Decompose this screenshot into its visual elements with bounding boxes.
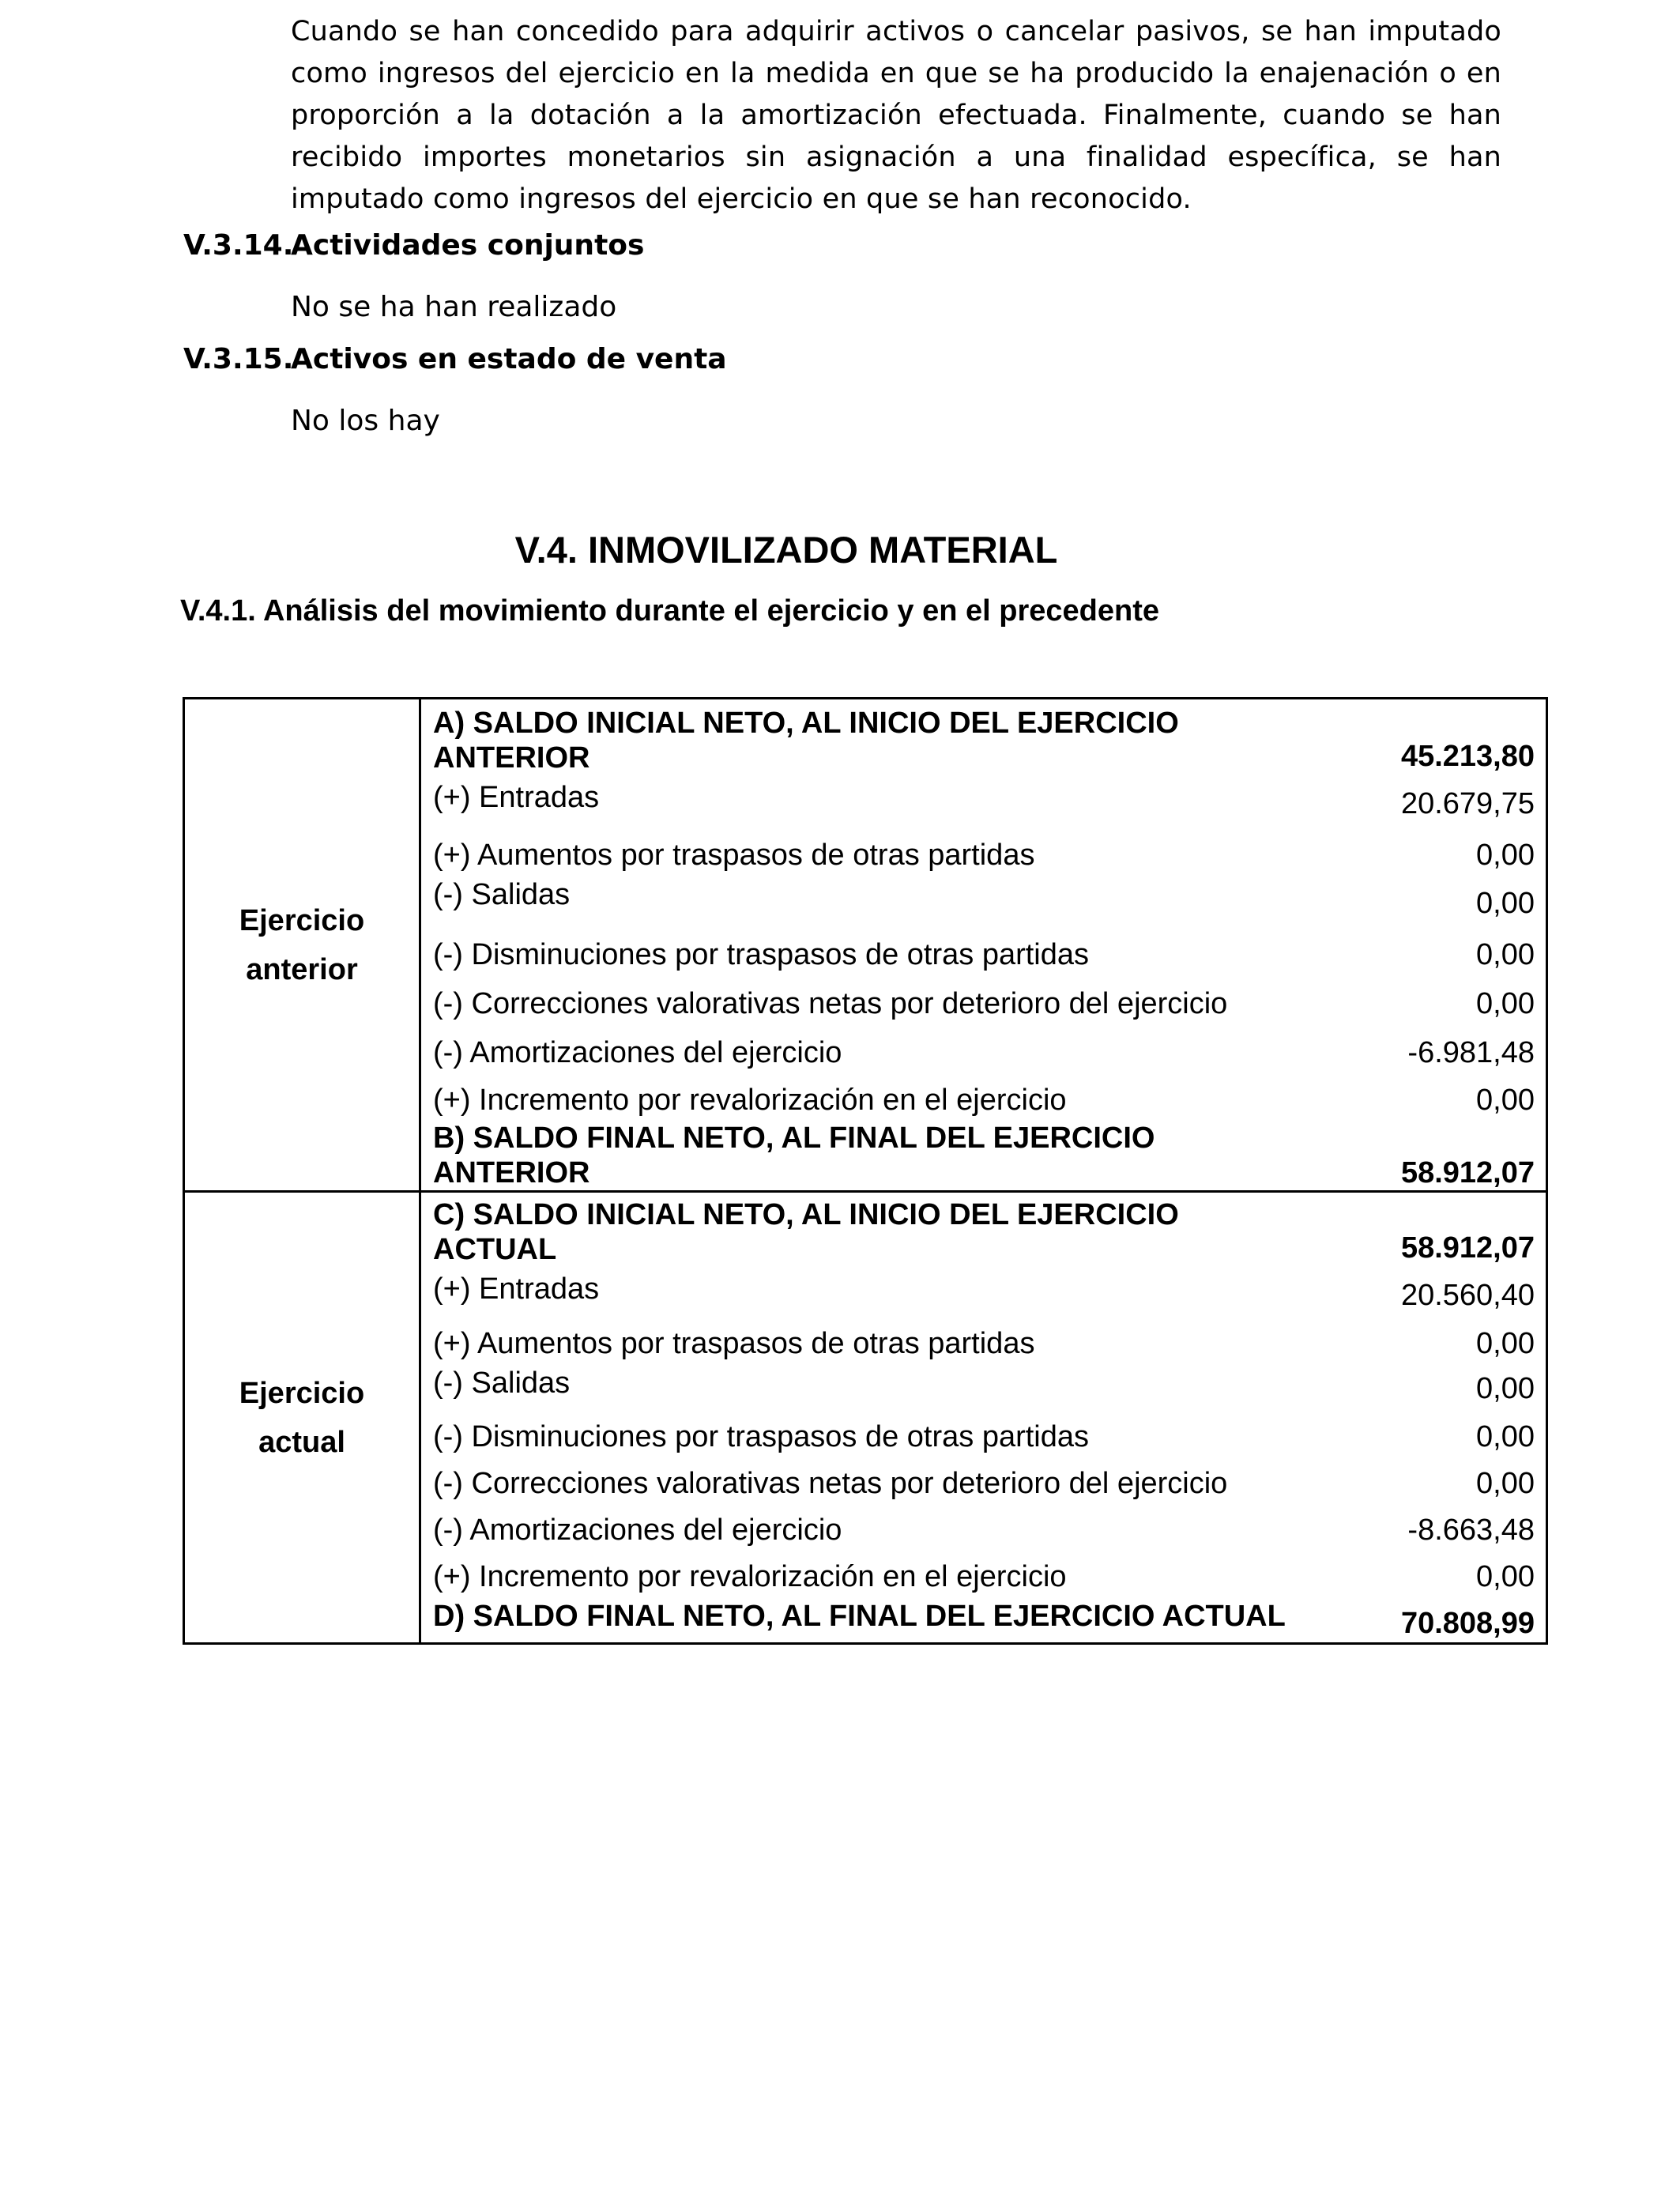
table-row: [421, 1193, 1546, 1267]
row-value: 0,00: [1476, 1084, 1535, 1117]
row-value: -6.981,48: [1407, 1036, 1535, 1069]
row-value: -8.663,48: [1407, 1514, 1535, 1547]
table-row: [421, 1021, 1546, 1070]
table-row: [421, 775, 1546, 823]
period-label-current: [184, 1192, 420, 1644]
table-row: [421, 1501, 1546, 1547]
table-row: [421, 972, 1546, 1021]
row-label: D) SALDO FINAL NETO, AL FINAL DEL EJERCICIO ACTUAL: [433, 1600, 1286, 1633]
row-value: 0,00: [1476, 1372, 1535, 1405]
label-line: ANTERIOR: [433, 741, 590, 775]
section-heading-activos-venta: [183, 343, 727, 375]
row-value: 0,00: [1476, 938, 1535, 971]
table-row: [421, 1118, 1546, 1190]
row-label: (-) Salidas: [433, 1367, 571, 1400]
section-number: V.3.14.: [183, 229, 294, 262]
row-value: 20.679,75: [1400, 787, 1535, 820]
section-heading-actividades-conjuntos: [183, 229, 644, 262]
period-line: actual: [258, 1425, 345, 1459]
row-label: (-) Salidas: [433, 878, 571, 911]
table-row: [421, 1361, 1546, 1408]
table-row: [421, 1408, 1546, 1454]
table-row: [421, 699, 1546, 775]
row-value: 0,00: [1476, 1420, 1535, 1453]
table-block-current-year: [184, 1192, 1547, 1644]
row-label: (+) Incremento por revalorización en el ejercicio: [433, 1560, 1067, 1593]
label-line: B) SALDO FINAL NETO, AL FINAL DEL EJERCICIO: [433, 1122, 1155, 1155]
section-number: V.3.15.: [183, 343, 294, 375]
label-line: ACTUAL: [433, 1233, 557, 1266]
row-value: 20.560,40: [1400, 1279, 1535, 1312]
table-row: [421, 1454, 1546, 1501]
table-row: [421, 1267, 1546, 1314]
row-value: 0,00: [1476, 1560, 1535, 1593]
row-label: (+) Entradas: [433, 1272, 600, 1306]
section-note-activos-venta: No los hay: [291, 405, 440, 437]
row-value: 0,00: [1476, 887, 1535, 920]
intro-paragraph: Cuando se han concedido para adquirir activos o cancelar pasivos, se han imputado como ingresos del ejercicio en la medida en que se ha producido la enajenación o en proporción a la dotación a la amortización efectuada. Finalmente, cuando se han recibido importes monetarios sin asignación a una finalidad específica, se han imputado como ingresos del ejercicio en que se han reconocido.: [291, 16, 1501, 215]
rows-previous-year: [420, 699, 1547, 1192]
row-label: (-) Correcciones valorativas netas por deterioro del ejercicio: [433, 987, 1228, 1020]
row-value: 0,00: [1476, 839, 1535, 872]
row-label: [421, 1121, 1313, 1190]
row-value: 45.213,80: [1400, 740, 1535, 773]
period-line: Ejercicio: [239, 1376, 365, 1410]
table-row: [421, 1070, 1546, 1118]
row-value: 58.912,07: [1400, 1156, 1535, 1189]
table-row: [421, 1594, 1546, 1642]
row-label: (+) Aumentos por traspasos de otras partidas: [433, 1327, 1035, 1360]
row-label: (-) Amortizaciones del ejercicio: [433, 1036, 842, 1069]
row-label: (-) Disminuciones por traspasos de otras partidas: [433, 1420, 1090, 1453]
table-row: [421, 823, 1546, 873]
table-subtitle: V.4.1. Análisis del movimiento durante el ejercicio y en el precedente: [180, 594, 1160, 628]
label-line: ANTERIOR: [433, 1156, 590, 1189]
label-line: C) SALDO INICIAL NETO, AL INICIO DEL EJERCICIO: [433, 1198, 1179, 1231]
row-value: 58.912,07: [1400, 1231, 1535, 1265]
period-line: anterior: [246, 952, 358, 986]
label-line: A) SALDO INICIAL NETO, AL INICIO DEL EJERCICIO: [433, 707, 1179, 740]
table-row: [421, 873, 1546, 922]
table-row: [421, 1314, 1546, 1361]
table-row: [421, 922, 1546, 972]
row-value: 0,00: [1476, 987, 1535, 1020]
row-label: (-) Amortizaciones del ejercicio: [433, 1514, 842, 1547]
row-label: (+) Incremento por revalorización en el ejercicio: [433, 1084, 1067, 1117]
section-title: Activos en estado de venta: [291, 343, 727, 375]
table-block-previous-year: [184, 699, 1547, 1192]
period-label-previous: [184, 699, 420, 1192]
section-title: Actividades conjuntos: [291, 229, 645, 262]
row-value: 70.808,99: [1400, 1607, 1535, 1640]
period-line: Ejercicio: [239, 903, 365, 937]
rows-current-year: [420, 1192, 1547, 1644]
row-label: [421, 1197, 1313, 1267]
row-label: (+) Aumentos por traspasos de otras partidas: [433, 839, 1035, 872]
section-note-actividades-conjuntos: No se ha han realizado: [291, 291, 617, 323]
row-value: 0,00: [1476, 1327, 1535, 1360]
row-label: (+) Entradas: [433, 781, 600, 814]
row-value: 0,00: [1476, 1467, 1535, 1500]
main-title: V.4. INMOVILIZADO MATERIAL: [514, 529, 1058, 571]
movement-table: [183, 697, 1548, 1645]
row-label: (-) Disminuciones por traspasos de otras partidas: [433, 938, 1090, 971]
row-label: [421, 706, 1313, 775]
row-label: (-) Correcciones valorativas netas por deterioro del ejercicio: [433, 1467, 1228, 1500]
table-row: [421, 1547, 1546, 1594]
